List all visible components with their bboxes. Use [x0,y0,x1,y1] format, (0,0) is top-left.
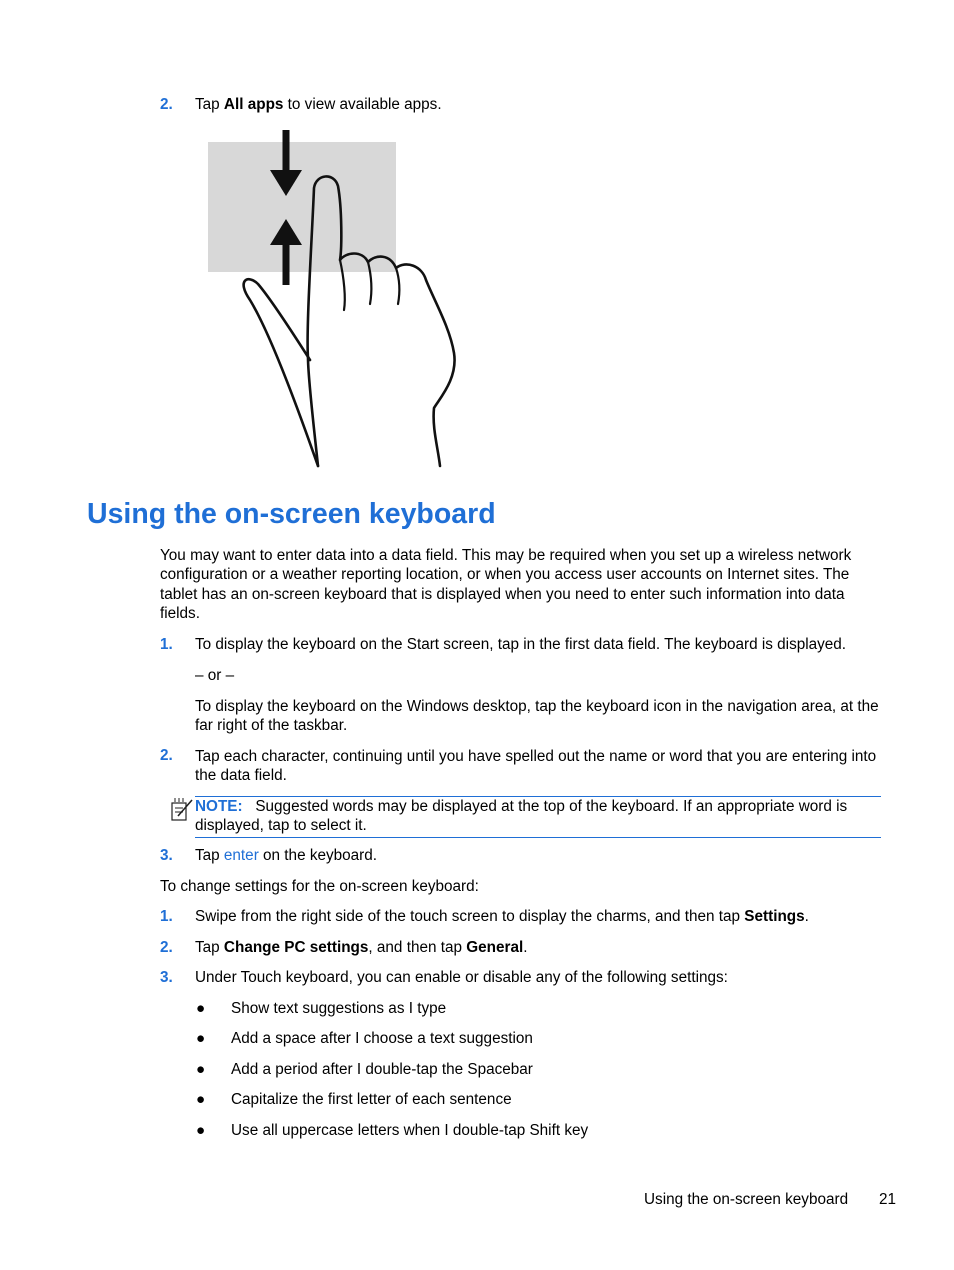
step-text-post: to view available apps. [283,96,442,113]
intro-paragraph: You may want to enter data into a data field. This may be required when you set up a wireless network configuration or a weather reporting location, or when you access user accounts on Internet sites. The tablet has an on-screen keyboard that is displayed when you need to enter such information into data fields. [160,547,852,622]
note-label: NOTE: [195,798,243,815]
list-item: Add a space after I choose a text suggestion [231,1030,533,1047]
step-text [195,96,442,114]
step-text [195,847,377,865]
step-text-pre: Tap [195,96,224,113]
step-number: 2. [160,939,173,956]
step-number: 1. [160,636,173,653]
step-text-post: on the keyboard. [258,847,378,864]
general-label: General [466,939,524,956]
note-body: Suggested words may be displayed at the top of the keyboard. If an appropriate word is displayed, tap to select it. [195,798,848,835]
list-item: Show text suggestions as I type [231,1000,447,1017]
step-number: 3. [160,847,173,864]
enter-key-link[interactable]: enter [223,847,259,864]
step-text [195,908,809,926]
note-text [195,797,881,836]
all-apps-label: All apps [223,96,284,113]
step-text-post: . [523,939,528,956]
or-separator: – or – [195,667,235,684]
hand-swipe-up-down-icon [200,128,470,473]
step-number: 3. [160,969,173,986]
step-text: Under Touch keyboard, you can enable or disable any of the following settings: [195,969,728,986]
alt-instruction: To display the keyboard on the Windows desktop, tap the keyboard icon in the navigation area, at the far right of the taskbar. [195,698,879,735]
step-text-pre: Tap [195,847,224,864]
bullet-icon: ● [196,1122,206,1139]
bullet-icon: ● [196,1000,206,1017]
step-number: 2. [160,96,173,113]
change-settings-intro: To change settings for the on-screen keyboard: [160,878,479,895]
step-text-mid: , and then tap [368,939,467,956]
step-text: To display the keyboard on the Start screen, tap in the first data field. The keyboard is displayed. [195,636,847,653]
footer-title: Using the on-screen keyboard [644,1191,849,1208]
list-item: Add a period after I double-tap the Spacebar [231,1061,533,1078]
bullet-icon: ● [196,1061,206,1078]
step-number: 2. [160,747,173,764]
change-pc-settings-label: Change PC settings [223,939,369,956]
step-number: 1. [160,908,173,925]
step-text [195,939,527,957]
bullet-icon: ● [196,1091,206,1108]
bullet-icon: ● [196,1030,206,1047]
note-box [195,796,881,838]
list-item: Use all uppercase letters when I double-tap Shift key [231,1122,589,1139]
section-heading: Using the on-screen keyboard [87,498,496,530]
list-item: Capitalize the first letter of each sentence [231,1091,512,1108]
step-text-pre: Tap [195,939,224,956]
page-number: 21 [879,1191,897,1208]
step-text-post: . [804,908,809,925]
step-text: Tap each character, continuing until you have spelled out the name or word that you are entering into the data field. [195,748,877,785]
step-text-pre: Swipe from the right side of the touch screen to display the charms, and then tap [195,908,745,925]
settings-label: Settings [744,908,805,925]
note-icon [170,797,194,823]
